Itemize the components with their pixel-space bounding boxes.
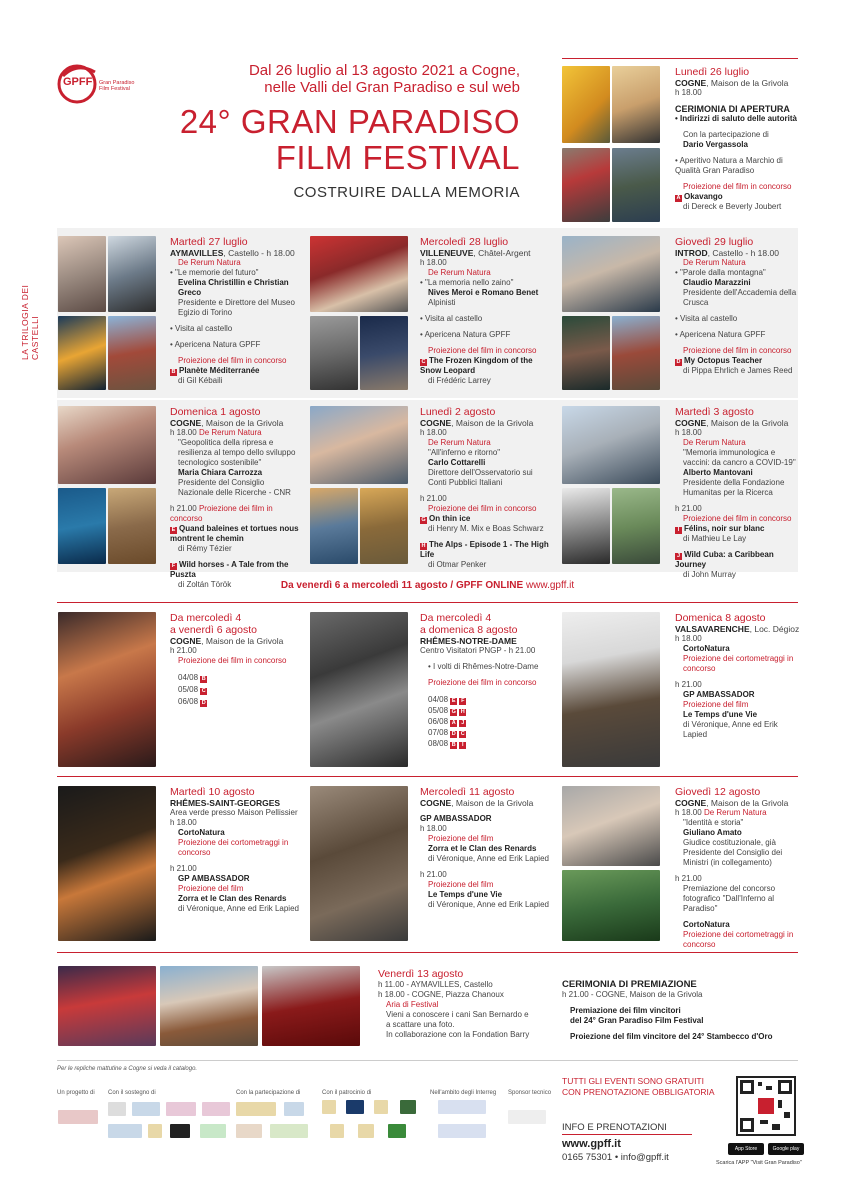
- schedule-row: 06/08 D: [178, 697, 206, 706]
- film-director: di Pippa Ehrlich e James Reed: [683, 366, 793, 375]
- cortonatura-label: CortoNatura: [178, 828, 225, 837]
- film-title: Quand baleines et tortues nous montrent le chemin: [170, 524, 299, 543]
- online-url[interactable]: www.gpff.it: [523, 580, 575, 591]
- event-day: Da mercoledì 4: [420, 612, 492, 624]
- website-link[interactable]: www.gpff.it: [562, 1138, 621, 1150]
- event-talk: "All'inferno e ritorno": [428, 448, 501, 457]
- film-tag: I: [675, 527, 682, 534]
- opening-item-2: • Aperitivo Natura a Marchio di Qualità Gran Paradiso: [675, 156, 783, 175]
- film-director: di Zoltán Török: [178, 580, 232, 589]
- film-director: di Rémy Tézier: [178, 544, 232, 553]
- interreg-logo: [438, 1124, 486, 1138]
- schedule-list: [170, 672, 300, 708]
- opening-event: [675, 66, 800, 212]
- event-time: h 18.00 De Rerum Natura: [675, 808, 767, 817]
- event-time-2: h 21.00: [420, 494, 447, 503]
- schedule-row: 07/08 D C: [428, 728, 465, 737]
- film-director: di Véronique, Anne ed Erik Lapied: [428, 854, 549, 863]
- gpff-logo: [55, 60, 145, 108]
- visita-item: • Visita al castello: [675, 314, 738, 323]
- event-place: AYMAVILLES, Castello - h 18.00: [170, 248, 295, 258]
- proiezione-label-2: Proiezione del film: [683, 700, 749, 709]
- logo-subtext: Gran Paradiso Film Festival: [99, 80, 135, 92]
- proiezione-label: Proiezione dei film in concorso: [683, 514, 792, 523]
- photo-the-alps: [360, 488, 408, 564]
- guest-role: Alpinisti: [428, 298, 456, 307]
- gp-ambassador-label: GP AMBASSADOR: [683, 690, 755, 699]
- cortonatura-label: CortoNatura: [683, 920, 730, 929]
- divider: [57, 602, 798, 603]
- proiezione-label: Proiezione dei film in concorso: [428, 504, 537, 513]
- event-day: Giovedì 12 agosto: [675, 786, 761, 798]
- proiezione-label: Proiezione del film in concorso: [683, 346, 792, 355]
- event-talk: "Memoria immunologica e vaccini: da cancro a COVID-19": [683, 448, 796, 467]
- sponsor-logo: [108, 1102, 126, 1116]
- sponsor-logo: [330, 1124, 344, 1138]
- cortonatura-label: CortoNatura: [683, 644, 730, 653]
- proiezione-label-2: Proiezione del film: [178, 884, 244, 893]
- sponsor-logo: [400, 1100, 416, 1114]
- event-desc: a scattare una foto.: [386, 1020, 455, 1029]
- event-talk: • "La memoria nello zaino": [420, 278, 514, 287]
- proiezione-label: Proiezione del film in concorso: [428, 346, 537, 355]
- film-tag: E: [171, 527, 176, 533]
- schedule-list: [420, 694, 550, 749]
- schedule-row: 04/08 B: [178, 673, 206, 682]
- rerum-label: De Rerum Natura: [428, 438, 491, 447]
- film-title: Wild Cuba: a Caribbean Journey: [675, 550, 774, 569]
- sponsor-logo: [270, 1124, 308, 1138]
- event-item: • I volti di Rhêmes-Notre-Dame: [428, 662, 539, 671]
- event-card-13-agosto: [378, 968, 548, 1040]
- film-title: Planète Méditerranée: [179, 366, 260, 375]
- event-day: Martedì 10 agosto: [170, 786, 255, 798]
- photo-landscape: [562, 870, 660, 941]
- proiezione-label: Proiezione del film: [428, 834, 494, 843]
- event-time-2: h 21.00: [420, 870, 447, 879]
- film-title: Félins, noir sur blanc: [684, 524, 765, 533]
- schedule-row: 06/08 A J: [428, 717, 465, 726]
- visita-item: • Visita al castello: [420, 314, 483, 323]
- event-card-12-agosto: [675, 786, 800, 950]
- event-time: h 18.00: [420, 428, 447, 437]
- film-tag: D: [676, 359, 681, 365]
- event-card-4-6-agosto: [170, 612, 300, 708]
- sponsor-logo: [322, 1100, 336, 1114]
- sponsor-logo: [346, 1100, 364, 1114]
- opening-ceremony: CERIMONIA DI APERTURA: [675, 104, 790, 114]
- photo-octopus: [562, 316, 610, 390]
- rerum-label: De Rerum Natura: [428, 268, 491, 277]
- event-card-1-agosto: [170, 406, 302, 590]
- partecipazione-label: Con la partecipazione di: [683, 130, 769, 139]
- proiezione-label: Proiezione del film in concorso: [683, 182, 792, 191]
- rerum-label: De Rerum Natura: [178, 258, 241, 267]
- schedule-row: 08/08 B I: [428, 738, 550, 749]
- event-place: COGNE, Maison de la Grivola: [675, 798, 789, 808]
- guest-role: Presidente e Direttore del Museo Egizio di Torino: [178, 298, 295, 317]
- guest-name: Nives Meroi e Romano Benet: [428, 288, 539, 297]
- proiezione-label: Proiezione dei film in concorso: [178, 656, 287, 665]
- proiezione-label: Proiezione dei cortometraggi in concorso: [178, 838, 289, 857]
- event-day: Lunedì 26 luglio: [675, 66, 750, 78]
- film-director: di Mathieu Le Lay: [683, 534, 747, 543]
- event-place: COGNE, Maison de la Grivola: [675, 418, 789, 428]
- event-place: COGNE, Maison de la Grivola: [170, 418, 284, 428]
- film-title: Zorra et le Clan des Renards: [178, 894, 287, 903]
- photo-crowd: [562, 148, 610, 222]
- film-director: di Véronique, Anne ed Erik Lapied: [683, 720, 778, 739]
- app-store-button[interactable]: App Store: [728, 1143, 764, 1155]
- google-play-button[interactable]: Google play: [768, 1143, 804, 1155]
- sponsor-logo: [236, 1102, 276, 1116]
- divider: [57, 776, 798, 777]
- guest-name: Evelina Christillin e Christian Greco: [178, 278, 289, 297]
- film-tag: F: [171, 563, 176, 569]
- film-tag: H: [421, 543, 426, 549]
- event-subplace: Area verde presso Maison Pellissier: [170, 808, 298, 817]
- film-title: The Alps - Episode 1 - The High Life: [420, 540, 549, 559]
- photo-felins: [562, 488, 610, 564]
- photo-castello-introd: [612, 316, 660, 390]
- event-talk: "Identità e storia": [683, 818, 744, 827]
- photo-audience-rhemes: [310, 612, 408, 767]
- sponsor-logo: [58, 1110, 98, 1124]
- sponsor-logo: [508, 1110, 546, 1124]
- event-card-11-agosto: [420, 786, 550, 910]
- event-day: Domenica 8 agosto: [675, 612, 766, 624]
- film-director: di Frédéric Larrey: [428, 376, 491, 385]
- proiezione-label: Proiezione del film in concorso: [178, 356, 287, 365]
- film-title: My Octopus Teacher: [684, 356, 763, 365]
- event-time-2: h 21.00: [170, 864, 197, 873]
- guest-name: Carlo Cottarelli: [428, 458, 486, 467]
- guest-name: Alberto Mantovani: [683, 468, 753, 477]
- event-talk: • "Le memorie del futuro": [170, 268, 259, 277]
- guest-role: Presidente della Fondazione Humanitas per la Ricerca: [683, 478, 785, 497]
- sponsor-logo: [358, 1124, 374, 1138]
- footer-note: Per le repliche mattutine a Cogne si veda il catalogo.: [57, 1066, 198, 1072]
- event-day: Mercoledì 11 agosto: [420, 786, 515, 798]
- event-time: h 18.00: [420, 824, 447, 833]
- photo-amato: [562, 786, 660, 866]
- guest-name: Giuliano Amato: [683, 828, 742, 837]
- event-time: h 18.00: [675, 88, 702, 97]
- guest-role: Direttore dell'Osservatorio sui Conti Pubblici Italiani: [428, 468, 533, 487]
- event-time: h 18.00: [675, 428, 702, 437]
- event-talk: "Geopolitica della ripresa e resilienza al tempo dello sviluppo tecnologico sostenibile": [178, 438, 296, 467]
- guest-name: Dario Vergassola: [683, 140, 748, 149]
- photo-cottarelli: [310, 406, 408, 484]
- rerum-label: De Rerum Natura: [683, 438, 746, 447]
- proiezione-label: Proiezione dei cortometraggi in concorso: [683, 654, 794, 673]
- event-card-4-8-agosto: [420, 612, 550, 749]
- event-desc: In collaborazione con la Fondation Barry: [386, 1030, 530, 1039]
- photo-thin-ice: [310, 488, 358, 564]
- event-time-2: h 21.00: [675, 874, 702, 883]
- film-title: Okavango: [684, 192, 723, 201]
- sponsor-logo: [388, 1124, 406, 1138]
- photo-san-bernardo: [160, 966, 258, 1046]
- footer-sostegno-label: Con il sostegno di: [108, 1090, 156, 1096]
- sponsor-logo: [170, 1124, 190, 1138]
- sponsor-logo: [132, 1102, 160, 1116]
- contact-info[interactable]: 0165 75301 • info@gpff.it: [562, 1152, 669, 1163]
- guest-role: Presidente dell'Accademia della Crusca: [683, 288, 797, 307]
- schedule-row: 05/08 C: [178, 685, 206, 694]
- photo-greco: [108, 236, 156, 312]
- divider: [562, 58, 798, 59]
- gp-ambassador-label: GP AMBASSADOR: [178, 874, 250, 883]
- guest-role: Giudice costituzionale, già Presidente del Consiglio dei Ministri (in collegamento): [683, 838, 783, 867]
- event-card-2-agosto: [420, 406, 552, 570]
- film-tag: J: [676, 553, 681, 559]
- event-day: Giovedì 29 luglio: [675, 236, 754, 248]
- film-director: di John Murray: [683, 570, 736, 579]
- photo-wild-cuba: [612, 488, 660, 564]
- event-day: Venerdì 13 agosto: [378, 968, 464, 980]
- event-talk: • "Parole dalla montagna": [675, 268, 766, 277]
- sponsor-logo: [166, 1102, 196, 1116]
- guest-role: Presidente del Consiglio Nazionale delle Ricerche - CNR: [178, 478, 291, 497]
- film-director: di Henry M. Mix e Boas Schwarz: [428, 524, 544, 533]
- guest-name: Claudio Marazzini: [683, 278, 751, 287]
- footer-progetto-label: Un progetto di: [57, 1090, 95, 1096]
- event-day-2: a venerdì 6 agosto: [170, 624, 257, 636]
- premiazione-text: Premiazione del concorso fotografico "Dall'Inferno al Paradiso": [683, 884, 776, 913]
- event-place: COGNE, Maison de la Grivola: [420, 798, 534, 808]
- photo-snow-leopard: [310, 316, 358, 390]
- photo-mediterranee: [58, 316, 106, 390]
- event-desc: Vieni a conoscere i cani San Bernardo e: [386, 1010, 529, 1019]
- footer-interreg-label: Nell'ambito degli Interreg: [430, 1090, 497, 1096]
- event-place: INTROD, Castello - h 18.00: [675, 248, 779, 258]
- schedule-row: 04/08 E F: [428, 695, 465, 704]
- photo-vergassola-2: [612, 66, 660, 143]
- sponsor-logo: [148, 1124, 162, 1138]
- apericena-item: • Apericena Natura GPFF: [420, 330, 511, 339]
- photo-castello-aymavilles: [108, 316, 156, 390]
- trilogia-label: LA TRILOGIA DEI CASTELLI: [20, 284, 40, 360]
- event-card-27-luglio: [170, 236, 298, 386]
- event-place: VILLENEUVE, Châtel-Argent: [420, 248, 531, 258]
- opening-item: • Indirizzi di saluto delle autorità: [675, 114, 797, 123]
- photo-meroi-benet: [310, 236, 408, 312]
- film-title: Zorra et le Clan des Renards: [428, 844, 537, 853]
- apericena-item: • Apericena Natura GPFF: [675, 330, 766, 339]
- photo-ibex: [562, 612, 660, 767]
- sponsor-logo: [374, 1100, 388, 1114]
- film-title: Le Temps d'une Vie: [683, 710, 758, 719]
- film-tag: G: [421, 517, 426, 523]
- photo-vergassola: [562, 66, 610, 143]
- app-download-note: Scarica l'APP "Visit Gran Paradiso": [716, 1160, 802, 1166]
- proiezione-label-2: Proiezione del film: [428, 880, 494, 889]
- award-ceremony: [562, 980, 798, 1042]
- apericena-item: • Apericena Natura GPFF: [170, 340, 261, 349]
- event-card-29-luglio: [675, 236, 800, 376]
- sponsor-logo: [284, 1102, 304, 1116]
- footer-patrocinio-label: Con il patrocinio di: [322, 1090, 372, 1096]
- prem-line: Premiazione dei film vincitori: [570, 1006, 681, 1015]
- ceremony-title: CERIMONIA DI PREMIAZIONE: [562, 979, 697, 990]
- event-time: h 21.00: [170, 646, 197, 655]
- free-events-notice: TUTTI GLI EVENTI SONO GRATUITI CON PRENOTAZIONE OBBLIGATORIA: [562, 1076, 715, 1097]
- photo-wild-horses: [108, 488, 156, 564]
- event-place: RHÊMES-NOTRE-DAME: [420, 636, 517, 646]
- event-day: Domenica 1 agosto: [170, 406, 261, 418]
- film-tag: B: [171, 369, 176, 375]
- photo-okavango: [612, 148, 660, 222]
- sponsor-logo: [108, 1124, 142, 1138]
- prem-line: del 24° Gran Paradiso Film Festival: [570, 1016, 704, 1025]
- event-time: h 18.00 De Rerum Natura: [170, 428, 262, 437]
- sponsor-logo: [236, 1124, 262, 1138]
- event-place: COGNE, Maison de la Grivola: [170, 636, 284, 646]
- event-card-10-agosto: [170, 786, 300, 914]
- film-tag: A: [676, 195, 681, 201]
- photo-audience-cogne: [58, 612, 156, 767]
- schedule-row: 05/08 G H: [428, 706, 465, 715]
- ceremony-time: h 21.00 - COGNE, Maison de la Grivola: [562, 990, 703, 999]
- photo-marazzini: [562, 236, 660, 312]
- photo-ceremony-stage: [58, 966, 156, 1046]
- event-card-8-agosto: [675, 612, 800, 740]
- photo-fox: [58, 786, 156, 941]
- event-day: Da mercoledì 4: [170, 612, 242, 624]
- event-time: h 18.00: [675, 634, 702, 643]
- online-banner: Da venerdì 6 a mercoledì 11 agosto / GPFF ONLINE www.gpff.it: [280, 580, 575, 591]
- event-subplace: Centro Visitatori PNGP - h 21.00: [420, 646, 536, 655]
- interreg-logo: [438, 1100, 486, 1114]
- divider: [57, 952, 798, 953]
- event-time-2: h 21.00 Proiezione dei film in concorso: [170, 504, 273, 523]
- film-title: On thin ice: [429, 514, 471, 523]
- event-place: RHÊMES-SAINT-GEORGES: [170, 798, 281, 808]
- gp-ambassador-label: GP AMBASSADOR: [420, 814, 492, 823]
- event-time: h 18.00: [420, 258, 447, 267]
- event-day: Martedì 3 agosto: [675, 406, 754, 418]
- qr-code-icon[interactable]: [736, 1076, 796, 1136]
- sponsor-logo: [202, 1102, 230, 1116]
- festival-subtitle: COSTRUIRE DALLA MEMORIA: [293, 184, 520, 201]
- event-day-2: a domenica 8 agosto: [420, 624, 518, 636]
- visita-item: • Visita al castello: [170, 324, 233, 333]
- event-card-3-agosto: [675, 406, 800, 580]
- film-director: di Dereck e Beverly Joubert: [683, 202, 782, 211]
- aria-label: Aria di Festival: [386, 1000, 439, 1009]
- event-place: VALSAVARENCHE, Loc. Dégioz: [675, 624, 800, 634]
- photo-christillin: [58, 236, 106, 312]
- guest-name: Maria Chiara Carrozza: [178, 468, 263, 477]
- event-time-2: h 21.00: [675, 680, 702, 689]
- proiezione-label: Proiezione dei film in concorso: [428, 678, 537, 687]
- film-title-2: Le Temps d'une Vie: [428, 890, 503, 899]
- photo-mantovani: [562, 406, 660, 484]
- film-title: Wild horses - A Tale from the Puszta: [170, 560, 289, 579]
- event-place: COGNE, Maison de la Grivola: [675, 78, 789, 88]
- divider: [57, 1060, 798, 1061]
- photo-baleines: [58, 488, 106, 564]
- photo-stambecco-award: [262, 966, 360, 1046]
- event-line-2: h 18.00 - COGNE, Piazza Chanoux: [378, 990, 504, 999]
- festival-dates: Dal 26 luglio al 13 agosto 2021 a Cogne, nelle Valli del Gran Paradiso e sul web: [248, 62, 520, 96]
- photo-castello-villeneuve: [360, 316, 408, 390]
- photo-carrozza: [58, 406, 156, 484]
- prem-line: Proiezione del film vincitore del 24° Stambecco d'Oro: [570, 1032, 773, 1041]
- event-time-2: h 21.00: [675, 504, 702, 513]
- logo-text: GPFF: [63, 76, 93, 88]
- sponsor-logo: [200, 1124, 226, 1138]
- film-tag: C: [421, 359, 426, 365]
- film-director-2: di Véronique, Anne ed Erik Lapied: [428, 900, 549, 909]
- film-director: di Otmar Penker: [428, 560, 487, 569]
- event-line-1: h 11.00 - AYMAVILLES, Castello: [378, 980, 493, 989]
- info-label: INFO E PRENOTAZIONI: [562, 1122, 667, 1133]
- event-time: h 18.00: [170, 818, 197, 827]
- rerum-label: De Rerum Natura: [683, 258, 746, 267]
- event-card-28-luglio: [420, 236, 550, 386]
- proiezione-label: Proiezione dei cortometraggi in concorso: [683, 930, 794, 949]
- film-director: di Véronique, Anne ed Erik Lapied: [178, 904, 299, 913]
- event-day: Martedì 27 luglio: [170, 236, 248, 248]
- festival-title: 24° GRAN PARADISO FILM FESTIVAL: [179, 103, 520, 176]
- divider: [562, 1134, 692, 1135]
- footer-sponsor-label: Sponsor tecnico: [508, 1090, 552, 1096]
- event-place: COGNE, Maison de la Grivola: [420, 418, 534, 428]
- event-day: Lunedì 2 agosto: [420, 406, 496, 418]
- event-day: Mercoledì 28 luglio: [420, 236, 509, 248]
- film-title: The Frozen Kingdom of the Snow Leopard: [420, 356, 533, 375]
- photo-cameraman: [310, 786, 408, 941]
- footer-partecipazione-label: Con la partecipazione di: [236, 1090, 301, 1096]
- film-director: di Gil Kébaili: [178, 376, 223, 385]
